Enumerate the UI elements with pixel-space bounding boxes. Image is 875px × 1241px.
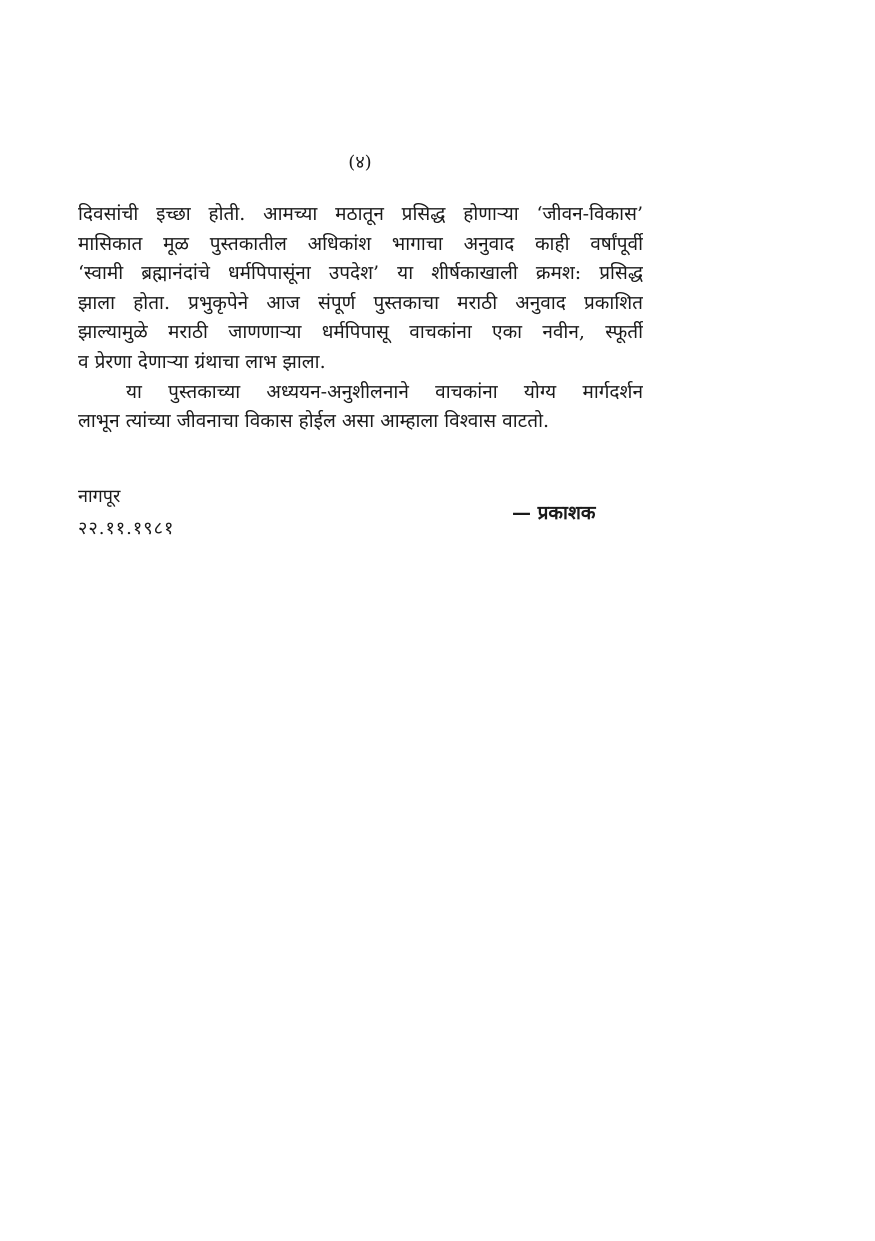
date: २२.११.१९८१ — [78, 518, 175, 539]
text-line: दिवसांची इच्छा होती. आमच्या मठातून प्रसिद्ध होणाऱ्या ‘जीवन-विकास’ — [78, 203, 643, 225]
paragraph-2 — [78, 378, 643, 437]
text-line: मासिकात मूळ पुस्तकातील अधिकांश भागाचा अनुवाद काही वर्षांपूर्वी — [78, 232, 643, 255]
text-line: व प्रेरणा देणाऱ्या ग्रंथाचा लाभ झाला. — [78, 350, 326, 373]
text-line: झाल्यामुळे मराठी जाणणाऱ्या धर्मपिपासू वाचकांना एका नवीन, स्फूर्ती — [78, 321, 643, 344]
paragraph-1 — [78, 200, 643, 378]
text-line: या पुस्तकाच्या अध्ययन-अनुशीलनाने वाचकांना योग्य मार्गदर्शन — [126, 380, 643, 403]
text-line: लाभून त्यांच्या जीवनाचा विकास होईल असा आम्हाला विश्वास वाटतो. — [78, 410, 550, 433]
page-number: (४) — [348, 152, 372, 173]
body-text — [78, 200, 643, 437]
text-line: झाला होता. प्रभुकृपेने आज संपूर्ण पुस्तकाचा मराठी अनुवाद प्रकाशित — [78, 291, 643, 314]
text-line: ‘स्वामी ब्रह्मानंदांचे धर्मपिपासूंना उपदेश’ या शीर्षकाखाली क्रमश: प्रसिद्ध — [78, 262, 643, 285]
place-name: नागपूर — [78, 486, 121, 507]
publisher-signature: — प्रकाशक — [512, 502, 596, 524]
